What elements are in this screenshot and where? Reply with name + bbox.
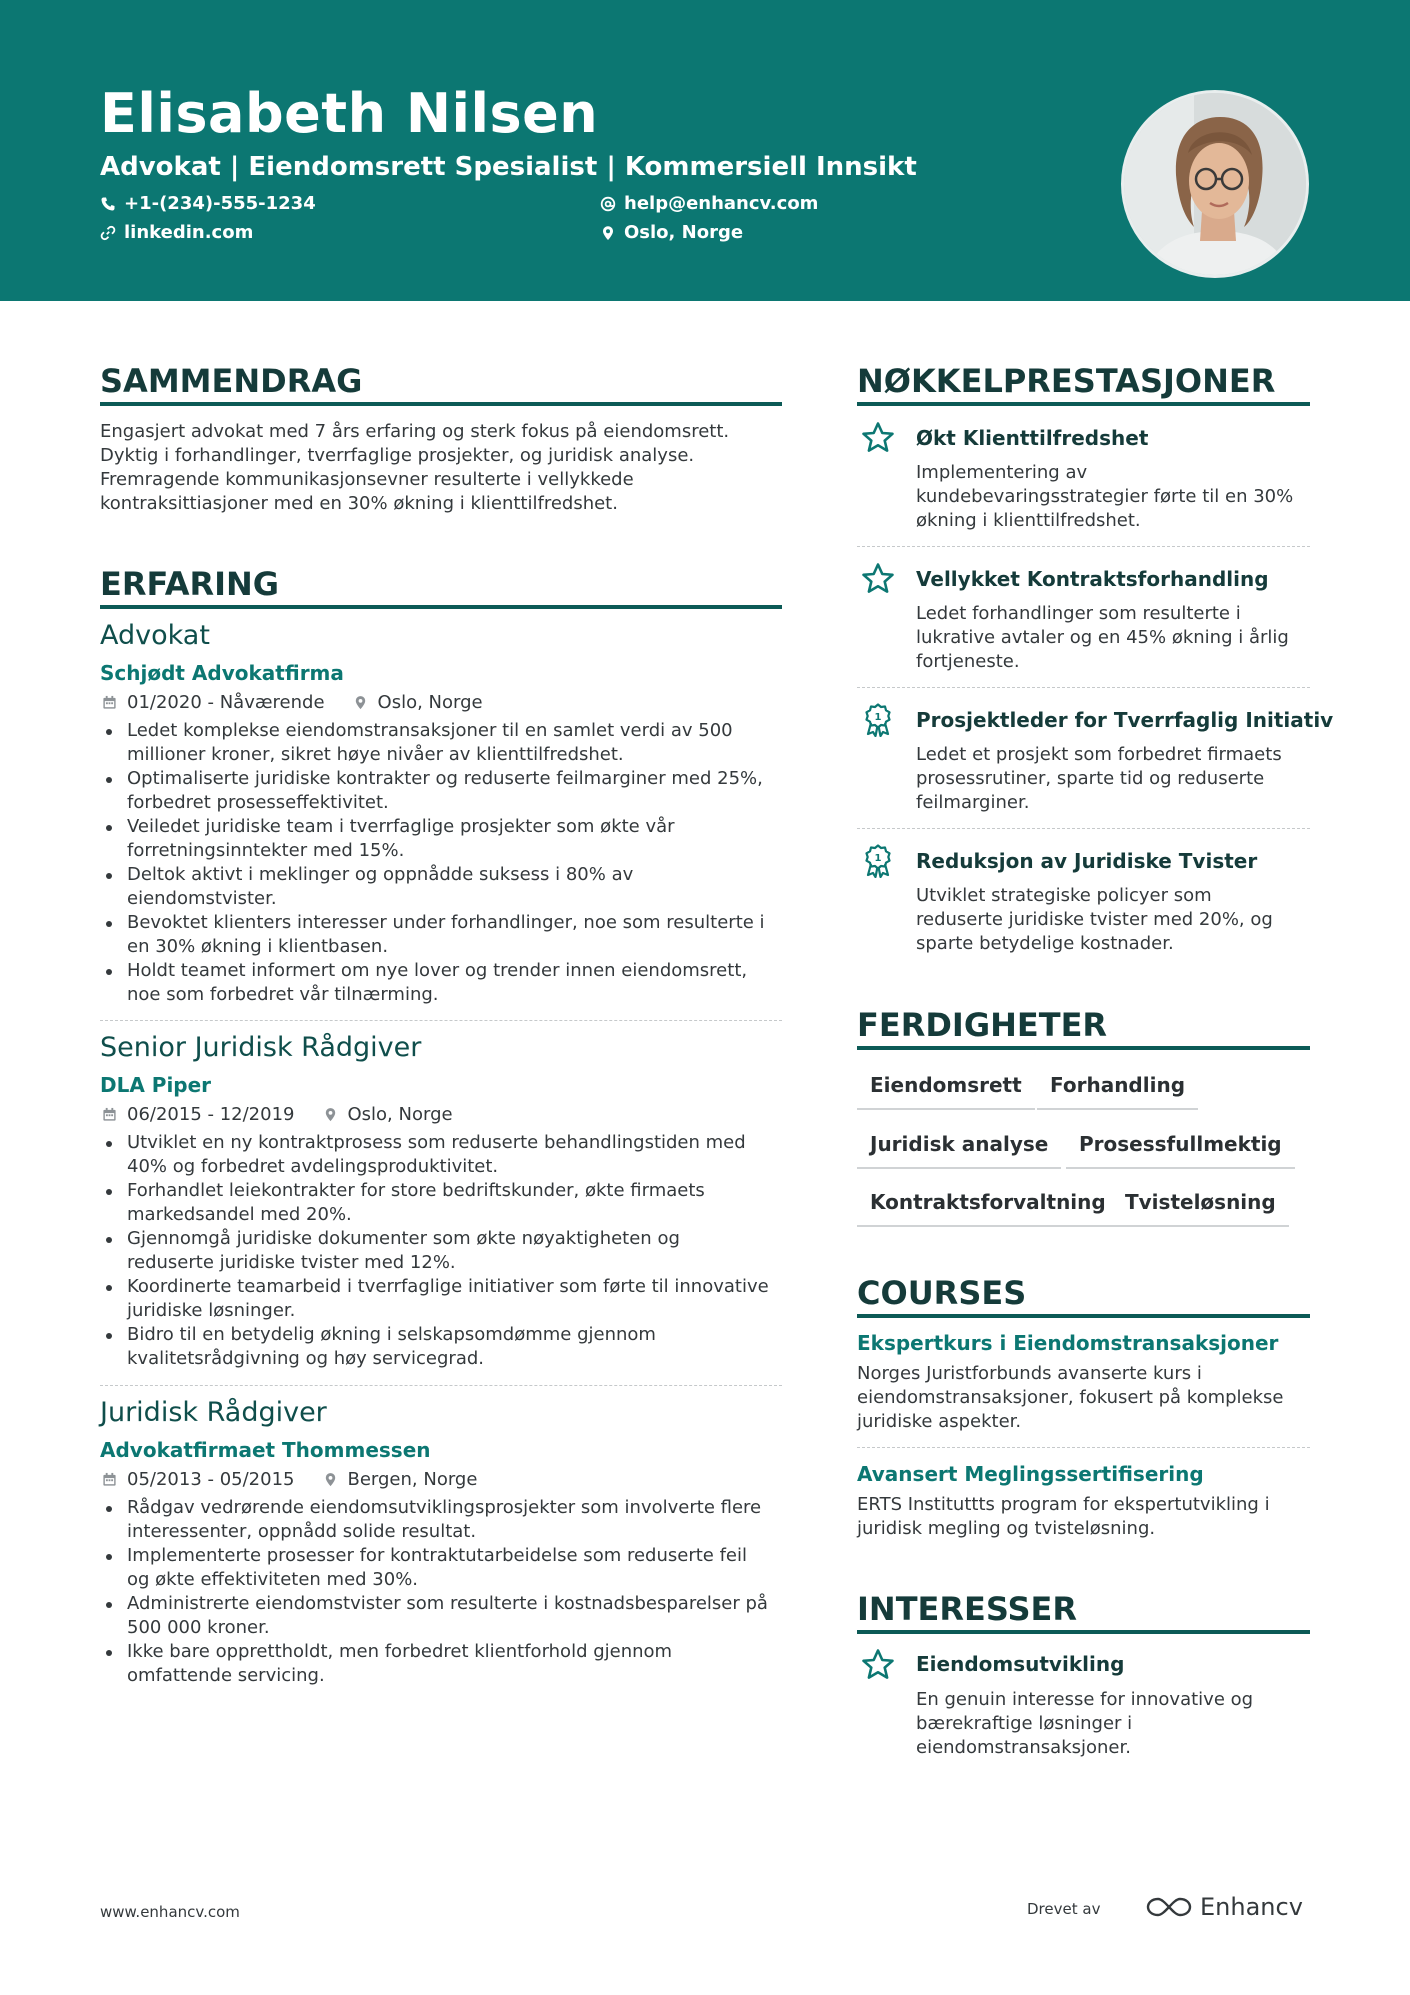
award-ribbon-icon	[861, 703, 895, 737]
award-ribbon-icon	[861, 844, 895, 878]
summary-line: Fremragende kommunikasjonsevner resulterte i vellykkede	[100, 469, 634, 490]
link-icon	[100, 225, 116, 241]
location-pin-icon	[323, 1107, 338, 1122]
achievement-divider	[857, 546, 1310, 547]
courses-rule	[857, 1314, 1310, 1318]
summary-heading: SAMMENDRAG	[100, 362, 363, 400]
achievement-divider	[857, 828, 1310, 829]
interest-title: Eiendomsutvikling	[916, 1652, 1125, 1676]
bullet-item: Optimaliserte juridiske kontrakter og reduserte feilmarginer med 25%, forbedret prosesseffektivitet.	[100, 767, 790, 815]
skills-heading: FERDIGHETER	[857, 1006, 1108, 1044]
skills-rule	[857, 1046, 1310, 1050]
star-icon	[861, 562, 895, 596]
location-pin-icon	[323, 1472, 338, 1487]
footer-powered-by: Drevet av	[1027, 1900, 1101, 1918]
course-title: Ekspertkurs i Eiendomstransaksjoner	[857, 1331, 1279, 1355]
skill-tag: Juridisk analyse	[857, 1129, 1061, 1169]
svg-text:1: 1	[874, 712, 882, 723]
contact-email[interactable]	[600, 193, 818, 214]
star-icon	[861, 421, 895, 455]
bullet-item: Bidro til en betydelig økning i selskapsomdømme gjennom kvalitetsrådgivning og høy servicegrad.	[100, 1323, 790, 1371]
job-role: Advokat	[100, 620, 210, 651]
bullet-item: Bevoktet klienters interesser under forhandlinger, noe som resulterte i en 30% økning i klientbasen.	[100, 911, 790, 959]
location-text: Oslo, Norge	[624, 222, 744, 243]
interests-rule	[857, 1630, 1310, 1634]
job-bullets	[100, 719, 790, 1007]
job-company: Schjødt Advokatfirma	[100, 661, 344, 685]
contact-phone[interactable]	[100, 193, 316, 214]
job-bullets	[100, 1496, 790, 1688]
profile-photo	[1121, 90, 1309, 278]
bullet-item: Ledet komplekse eiendomstransaksjoner til en samlet verdi av 500 millioner kroner, sikret høye nivåer av klienttilfredshet.	[100, 719, 790, 767]
job-dates: 01/2020 - Nåværende	[127, 692, 325, 713]
course-divider	[857, 1447, 1310, 1448]
location-pin-icon	[353, 695, 368, 710]
svg-text:1: 1	[874, 853, 882, 864]
achievement-desc: Ledet forhandlinger som resulterte i lukrative avtaler og en 45% økning i årlig fortjeneste.	[916, 603, 1289, 672]
job-role: Juridisk Rådgiver	[100, 1397, 327, 1428]
bullet-item: Forhandlet leiekontrakter for store bedriftskunder, økte firmaets markedsandel med 20%.	[100, 1179, 790, 1227]
bullet-item: Rådgav vedrørende eiendomsutviklingsprosjekter som involverte flere interessenter, oppnådd solide resultat.	[100, 1496, 790, 1544]
experience-rule	[100, 605, 782, 609]
bullet-item: Veiledet juridiske team i tverrfaglige prosjekter som økte vår forretningsinntekter med 15%.	[100, 815, 790, 863]
calendar-icon	[102, 1472, 117, 1487]
skill-tag: Eiendomsrett	[857, 1070, 1035, 1110]
job-dates: 06/2015 - 12/2019	[127, 1104, 295, 1125]
location-pin-icon	[600, 225, 616, 241]
contact-linkedin[interactable]	[100, 222, 253, 243]
job-meta	[102, 1104, 453, 1125]
bullet-item: Administrerte eiendomstvister som resulterte i kostnadsbesparelser på 500 000 kroner.	[100, 1592, 790, 1640]
achievement-title: Reduksjon av Juridiske Tvister	[916, 849, 1258, 873]
interest-desc: En genuin interesse for innovative og bærekraftige løsninger i eiendomstransaksjoner.	[916, 1689, 1254, 1758]
footer-website-link[interactable]: www.enhancv.com	[100, 1903, 240, 1921]
candidate-title: Advokat | Eiendomsrett Spesialist | Kommersiell Innsikt	[100, 152, 917, 182]
job-divider	[100, 1020, 782, 1021]
email-text: help@enhancv.com	[624, 193, 819, 214]
bullet-item: Utviklet en ny kontraktprosess som reduserte behandlingstiden med 40% og forbedret avdelingsproduktivitet.	[100, 1131, 790, 1179]
courses-heading: COURSES	[857, 1274, 1027, 1312]
calendar-icon	[102, 695, 117, 710]
enhancv-logo[interactable]	[1146, 1893, 1303, 1921]
job-dates: 05/2013 - 05/2015	[127, 1469, 295, 1490]
bullet-item: Ikke bare opprettholdt, men forbedret klientforhold gjennom omfattende servicing.	[100, 1640, 790, 1688]
experience-heading: ERFARING	[100, 565, 280, 603]
achievement-title: Prosjektleder for Tverrfaglig Initiativ	[916, 708, 1334, 732]
phone-icon	[100, 196, 116, 212]
bullet-item: Holdt teamet informert om nye lover og trender innen eiendomsrett, noe som forbedret vår tilnærming.	[100, 959, 790, 1007]
header-banner	[0, 0, 1410, 301]
job-company: Advokatfirmaet Thommessen	[100, 1438, 431, 1462]
skill-tag: Tvisteløsning	[1112, 1187, 1289, 1227]
bullet-item: Gjennomgå juridiske dokumenter som økte nøyaktigheten og reduserte juridiske tvister med 12%.	[100, 1227, 790, 1275]
course-desc: ERTS Instituttts program for ekspertutvikling i juridisk megling og tvisteløsning.	[857, 1494, 1270, 1539]
enhancv-brand-text: Enhancv	[1200, 1893, 1303, 1921]
course-desc: Norges Juristforbunds avanserte kurs i eiendomstransaksjoner, fokusert på komplekse juridiske aspekter.	[857, 1363, 1284, 1432]
job-location: Oslo, Norge	[347, 1104, 453, 1125]
linkedin-text: linkedin.com	[124, 222, 254, 243]
skill-tag: Kontraktsforvaltning	[857, 1187, 1119, 1227]
candidate-name: Elisabeth Nilsen	[100, 82, 599, 145]
job-bullets	[100, 1131, 790, 1371]
bullet-item: Koordinerte teamarbeid i tverrfaglige initiativer som førte til innovative juridiske løsninger.	[100, 1275, 790, 1323]
summary-text	[100, 420, 790, 516]
job-company: DLA Piper	[100, 1073, 212, 1097]
job-location: Oslo, Norge	[377, 692, 483, 713]
achievement-title: Økt Klienttilfredshet	[916, 426, 1149, 450]
calendar-icon	[102, 1107, 117, 1122]
summary-line: Dyktig i forhandlinger, tverrfaglige prosjekter, og juridisk analyse.	[100, 445, 695, 466]
bullet-item: Deltok aktivt i meklinger og oppnådde suksess i 80% av eiendomstvister.	[100, 863, 790, 911]
skill-tag: Prosessfullmektig	[1066, 1129, 1295, 1169]
bullet-item: Implementerte prosesser for kontraktutarbeidelse som reduserte feil og økte effektiviteten med 30%.	[100, 1544, 790, 1592]
achievement-desc: Ledet et prosjekt som forbedret firmaets prosessrutiner, sparte tid og reduserte feilmarginer.	[916, 744, 1282, 813]
achievement-divider	[857, 687, 1310, 688]
achievement-title: Vellykket Kontraktsforhandling	[916, 567, 1269, 591]
achievements-heading: NØKKELPRESTASJONER	[857, 362, 1276, 400]
course-title: Avansert Meglingssertifisering	[857, 1462, 1204, 1486]
achievement-desc: Implementering av kundebevaringsstrategier førte til en 30% økning i klienttilfredshet.	[916, 462, 1294, 531]
job-divider	[100, 1385, 782, 1386]
summary-rule	[100, 402, 782, 406]
achievement-desc: Utviklet strategiske policyer som reduserte juridiske tvister med 20%, og sparte betydelige kostnader.	[916, 885, 1273, 954]
at-sign-icon	[600, 196, 616, 212]
job-location: Bergen, Norge	[347, 1469, 478, 1490]
summary-line: kontraksittiasjoner med en 30% økning i klienttilfredshet.	[100, 493, 618, 514]
enhancv-logo-icon	[1146, 1895, 1192, 1919]
skill-tag: Forhandling	[1037, 1070, 1198, 1110]
job-role: Senior Juridisk Rådgiver	[100, 1032, 422, 1063]
interests-heading: INTERESSER	[857, 1590, 1078, 1628]
achievements-rule	[857, 402, 1310, 406]
job-meta	[102, 1469, 477, 1490]
job-meta	[102, 692, 483, 713]
contact-location	[600, 222, 743, 243]
star-icon	[861, 1648, 895, 1682]
summary-line: Engasjert advokat med 7 års erfaring og sterk fokus på eiendomsrett.	[100, 421, 730, 442]
phone-text: +1-(234)-555-1234	[124, 193, 316, 214]
